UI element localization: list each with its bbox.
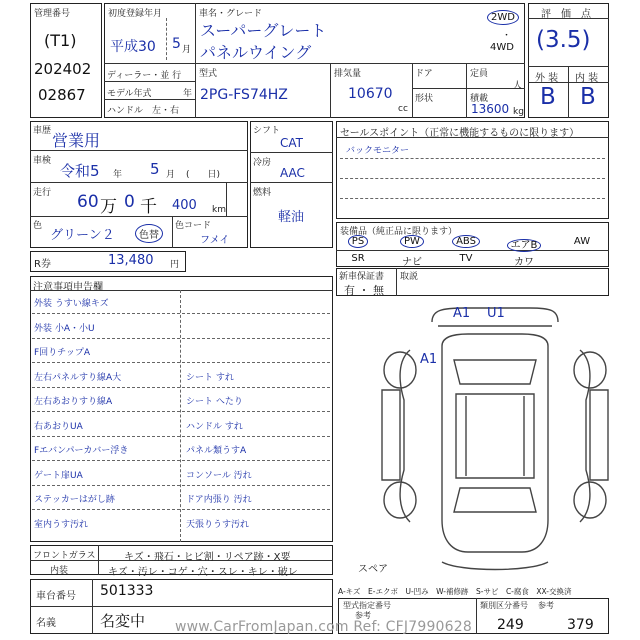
model-type-label: 型式 xyxy=(199,69,218,79)
color-label: 色 xyxy=(33,221,43,231)
front-glass-value: キズ・飛石・ヒビ割・リペア跡・X要 xyxy=(124,552,291,563)
chassis-value: 501333 xyxy=(100,583,154,599)
equip-abs: ABS xyxy=(444,236,488,247)
chassis-label: 車台番号 xyxy=(36,591,76,602)
capacity-label: 定員 xyxy=(470,69,489,79)
exterior-grade: B xyxy=(540,84,556,110)
notes-label: 注意事項申告欄 xyxy=(33,282,103,293)
ac-label: 冷房 xyxy=(253,158,272,168)
note-right-item: パネル類うすA xyxy=(186,446,247,456)
inspection-year-unit: 年 xyxy=(113,170,123,180)
equipment-label: 装備品（純正品に限ります） xyxy=(340,227,458,237)
note-right-item: コンソール 汚れ xyxy=(186,470,252,481)
drive-4wd: 4WD xyxy=(490,42,514,53)
mileage-label: 走行 xyxy=(33,188,52,198)
spec-ref1: 参考 xyxy=(355,611,371,620)
note-divider xyxy=(32,411,330,412)
mileage-sen-unit: 千 xyxy=(140,197,157,217)
mileage-rest: 400 xyxy=(172,198,197,213)
note-divider xyxy=(32,362,330,363)
shift-value: CAT xyxy=(280,136,303,150)
inspection-era: 令和5 xyxy=(60,162,100,180)
note-left-item: ステッカーはがし跡 xyxy=(34,495,115,505)
interior-label: 内 装 xyxy=(575,73,599,84)
score-value: (3.5) xyxy=(536,27,591,53)
displacement-unit: cc xyxy=(398,104,408,114)
equip-leather: カワ xyxy=(514,257,534,268)
equip-tv: TV xyxy=(459,253,473,264)
spec-ref2: 参考 xyxy=(538,601,554,610)
inspection-label: 車検 xyxy=(33,156,52,166)
load-label: 積載 xyxy=(470,94,489,104)
displacement-value: 10670 xyxy=(348,86,393,102)
mileage-man: 60 xyxy=(77,192,99,212)
equip-aw: AW xyxy=(573,236,591,247)
note-divider xyxy=(32,436,330,437)
load-unit: kg xyxy=(513,107,524,117)
interior-cond-label: 内装 xyxy=(50,566,69,576)
watermark: www.CarFromJapan.com Ref: CFJ7990628 xyxy=(175,619,472,635)
handle-label: ハンドル 左・右 xyxy=(107,106,180,116)
model-year-unit: 年 xyxy=(183,89,193,99)
sales-points-label: セールスポイント（正常に機能するものに限ります） xyxy=(340,128,580,139)
note-right-item: ドア内張り 汚れ xyxy=(186,495,252,505)
note-divider xyxy=(32,313,330,314)
color-code: フメイ xyxy=(200,235,230,246)
note-divider xyxy=(32,387,330,388)
note-divider xyxy=(32,509,330,510)
equip-navi: ナビ xyxy=(402,257,422,268)
note-right-item: 天張りうす汚れ xyxy=(186,519,250,530)
color-code-label: 色コード xyxy=(175,221,212,231)
note-divider xyxy=(32,485,330,486)
note-left-item: 室内うす汚れ xyxy=(34,519,89,530)
car-diagram xyxy=(380,300,610,578)
model-type-value: 2PG-FS74HZ xyxy=(200,87,288,103)
interior-grade: B xyxy=(580,84,596,110)
mileage-man-unit: 万 xyxy=(100,197,117,217)
warranty-value: 有 ・ 無 xyxy=(344,284,384,297)
owner-label: 名義 xyxy=(36,618,56,629)
warranty-label: 新車保証書 xyxy=(339,272,385,282)
spare-label: スペア xyxy=(358,564,388,575)
model-year-label: モデル年式 xyxy=(107,89,152,99)
note-right-item: シート すれ xyxy=(186,372,234,383)
shift-label: シフト xyxy=(253,126,281,136)
registration-era: 平成30 xyxy=(110,39,156,55)
door-label: ドア xyxy=(415,69,433,79)
note-right-item: シート へたり xyxy=(186,397,243,407)
color-change: 色替 xyxy=(135,224,163,243)
note-left-item: 外装 うすい線キズ xyxy=(34,299,109,309)
spec-label2: 類別区分番号 xyxy=(480,601,528,610)
mgmt-num1: 202402 xyxy=(34,60,92,78)
usage-label: 車歴 xyxy=(33,126,52,136)
spec-label1: 型式指定番号 xyxy=(343,601,391,610)
load-value: 13600 xyxy=(471,102,510,116)
damage-mark-a1-side: A1 xyxy=(420,352,438,367)
owner-value: 名変中 xyxy=(100,612,146,630)
shape-label: 形状 xyxy=(415,94,434,104)
ac-value: AAC xyxy=(280,166,305,180)
damage-mark-u1: U1 xyxy=(487,306,505,321)
drive-2wd: 2WD xyxy=(487,10,519,25)
damage-mark-a1-top: A1 xyxy=(453,306,471,321)
spec-value2: 379 xyxy=(567,617,594,633)
inspection-day: ( 日) xyxy=(186,170,221,180)
recycle-label: R券 xyxy=(34,259,51,270)
note-left-item: 外装 小A・小U xyxy=(34,323,95,334)
equip-pw: PW xyxy=(390,236,434,247)
color-value: グリーン２ xyxy=(50,228,115,243)
registration-month-unit: 月 xyxy=(182,45,192,55)
mileage-sen: 0 xyxy=(124,192,135,212)
sales-point-item: バックモニター xyxy=(346,146,410,156)
car-name-label: 車名・グレード xyxy=(199,9,263,19)
recycle-unit: 円 xyxy=(170,260,180,270)
equip-ps: PS xyxy=(336,236,380,247)
mgmt-label: 管理番号 xyxy=(34,9,71,19)
mgmt-num2: 02867 xyxy=(38,86,86,104)
registration-label: 初度登録年月 xyxy=(108,9,163,19)
note-divider xyxy=(32,460,330,461)
manual-label: 取説 xyxy=(400,272,419,282)
car-name-line1: スーパーグレート xyxy=(200,21,327,40)
note-left-item: 左右あおりすり線A xyxy=(34,397,113,407)
drive-dot: ・ xyxy=(502,31,512,41)
registration-month: 5 xyxy=(172,36,181,52)
fuel-value: 軽油 xyxy=(278,210,305,225)
mgmt-code: (T1) xyxy=(44,31,77,50)
front-glass-label: フロントガラス xyxy=(33,551,96,561)
note-left-item: 右あおりUA xyxy=(34,421,83,432)
note-left-item: 左右パネルすり線A大 xyxy=(34,372,122,383)
note-divider xyxy=(32,338,330,339)
note-left-item: F回りチップA xyxy=(34,348,91,358)
displacement-label: 排気量 xyxy=(334,69,362,79)
exterior-label: 外 装 xyxy=(535,73,559,84)
inspection-month-unit: 月 xyxy=(166,170,176,180)
damage-legend: A-キズ E-エクボ U-凹み W-補修跡 S-サビ C-腐食 XX-交換済 xyxy=(338,587,572,596)
equip-airbag: エアB xyxy=(502,236,546,251)
car-name-line2: パネルウイング xyxy=(200,43,312,62)
score-label: 評 価 点 xyxy=(541,9,591,20)
usage-value: 営業用 xyxy=(52,131,101,150)
equip-sr: SR xyxy=(351,253,365,264)
recycle-value: 13,480 xyxy=(108,253,154,268)
inspection-month: 5 xyxy=(150,160,160,178)
note-left-item: Fエバンパーカバー浮き xyxy=(34,446,129,456)
note-left-item: ゲート扉UA xyxy=(34,470,83,481)
note-right-item: ハンドル すれ xyxy=(186,421,243,432)
fuel-label: 燃料 xyxy=(253,188,272,198)
dealer-label: ディーラー・並 行 xyxy=(107,71,182,81)
spec-value1: 249 xyxy=(497,617,524,633)
capacity-unit: 人 xyxy=(513,81,523,91)
interior-cond-value: キズ・汚レ・コゲ・穴・スレ・キレ・破レ xyxy=(108,567,298,578)
mileage-unit: km xyxy=(212,205,226,215)
